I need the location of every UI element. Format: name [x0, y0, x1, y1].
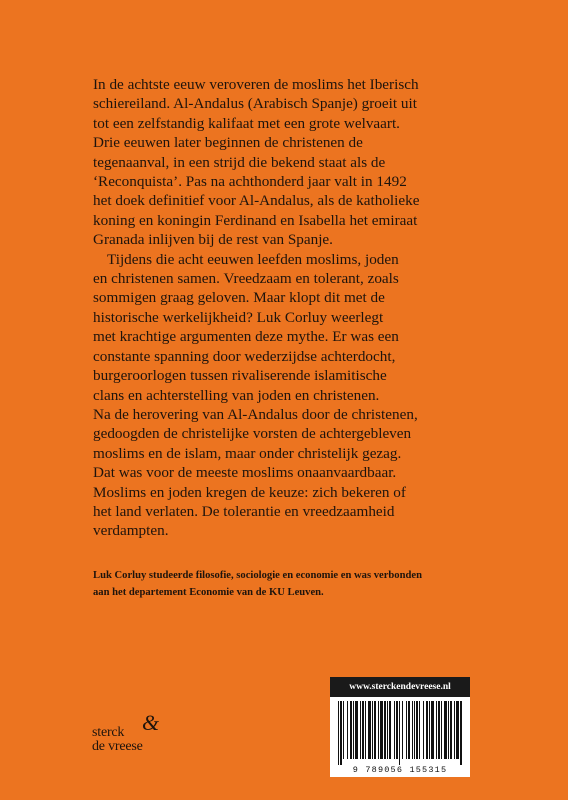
text-line: tot een zelfstandig kalifaat met een grote welvaart. [93, 114, 400, 132]
publisher-url: www.sterckendevreese.nl [330, 677, 470, 697]
barcode-bar [448, 701, 449, 759]
barcode-bar [419, 701, 420, 759]
barcode-bar [416, 701, 418, 759]
text-line: sommigen graag geloven. Maar klopt dit met de [93, 289, 385, 307]
text-line: In de achtste eeuw veroveren de moslims het Iberisch [93, 76, 419, 93]
barcode-bar [389, 701, 391, 759]
barcode-bar [450, 701, 452, 759]
barcode-bar [454, 701, 455, 759]
barcode-bar [362, 701, 364, 759]
barcode-bar [431, 701, 434, 759]
text-line: Dat was voor de meeste moslims onaanvaardbaar. [93, 464, 397, 482]
text-line: en christenen samen. Vreedzaam en tolerant, zoals [93, 270, 399, 288]
text-line: moslims en de islam, maar onder christelijk gezag. [93, 444, 402, 462]
barcode-bar [360, 701, 361, 759]
text-line: tegenaanval, in een strijd die bekend staat als de [93, 153, 386, 171]
text-line: verdampten. [93, 522, 169, 540]
blurb-paragraph-2 [93, 250, 513, 541]
barcode-bar [378, 701, 379, 759]
isbn-digits: 9 789056 155315 [352, 765, 448, 775]
barcode-bar [408, 701, 410, 759]
barcode-bar [399, 701, 400, 765]
barcode-bar [372, 701, 373, 759]
text-line: Na de herovering van Al-Andalus door de christenen, [93, 405, 418, 423]
bio-line: Luk Corluy studeerde filosofie, sociologie en economie en was verbonden [93, 570, 422, 581]
bio-line: aan het departement Economie van de KU Leuven. [93, 586, 324, 598]
barcode-bar [355, 701, 358, 759]
text-line: constante spanning door wederzijdse achterdocht, [93, 347, 396, 365]
barcode-bar [423, 701, 424, 759]
barcode-bar [406, 701, 407, 759]
barcode-bar [426, 701, 428, 759]
blurb-paragraph-1 [93, 75, 513, 250]
text-line: Granada inlijven bij de rest van Spanje. [93, 231, 333, 249]
text-line: koning en koningin Ferdinand en Isabella het emiraat [93, 211, 418, 229]
barcode-bar [396, 701, 398, 759]
barcode-bar [429, 701, 430, 759]
publisher-name-line1: sterck [92, 725, 125, 740]
barcode-block [330, 677, 470, 777]
text-line: Moslims en joden kregen de keuze: zich bekeren of [93, 483, 406, 501]
blurb-text [93, 75, 513, 541]
barcode-bar [365, 701, 366, 759]
barcode-bar [438, 701, 440, 759]
text-line: burgeroorlogen tussen rivaliserende islamitische [93, 367, 387, 385]
barcode-bar [353, 701, 354, 759]
text-line: het land verlaten. De tolerantie en vreedzaamheid [93, 502, 395, 520]
publisher-name-line2: de vreese [92, 739, 143, 754]
text-line: ‘Reconquista’. Pas na achthonderd jaar valt in 1492 [93, 173, 407, 191]
barcode-bar [384, 701, 386, 759]
barcode-bar [343, 701, 344, 759]
barcode-bar [456, 701, 459, 759]
text-line: gedoogden de christelijke vorsten de achtergebleven [93, 425, 412, 443]
text-line: historische werkelijkheid? Luk Corluy weerlegt [93, 308, 384, 326]
barcode-bar [394, 701, 395, 759]
text-line: het doek definitief voor Al-Andalus, als de katholieke [93, 192, 420, 210]
text-line: schiereiland. Al-Andalus (Arabisch Spanje) groeit uit [93, 95, 417, 113]
barcode-bar [441, 701, 442, 759]
barcode-bar [387, 701, 388, 759]
barcode-bar [412, 701, 413, 759]
publisher-logo [92, 710, 159, 754]
barcode-bar [436, 701, 437, 759]
barcode-bar [374, 701, 376, 759]
barcode-bar [340, 701, 342, 765]
barcode-bar [368, 701, 371, 759]
publisher-ampersand: & [142, 710, 159, 735]
barcode [330, 697, 470, 777]
author-bio [93, 568, 523, 601]
barcode-bar [338, 701, 339, 765]
text-line: met krachtige argumenten deze mythe. Er was een [93, 328, 399, 346]
barcode-bar [350, 701, 352, 759]
barcode-bar [414, 701, 415, 759]
text-line: Drie eeuwen later beginnen de christenen de [93, 134, 363, 152]
barcode-bar [347, 701, 348, 759]
barcode-bar [380, 701, 383, 759]
text-line: clans en achterstelling van joden en christenen. [93, 386, 380, 404]
barcode-bar [402, 701, 403, 759]
text-line: Tijdens die acht eeuwen leefden moslims, joden [107, 250, 399, 268]
barcode-bar [444, 701, 447, 759]
barcode-bar [460, 701, 462, 765]
